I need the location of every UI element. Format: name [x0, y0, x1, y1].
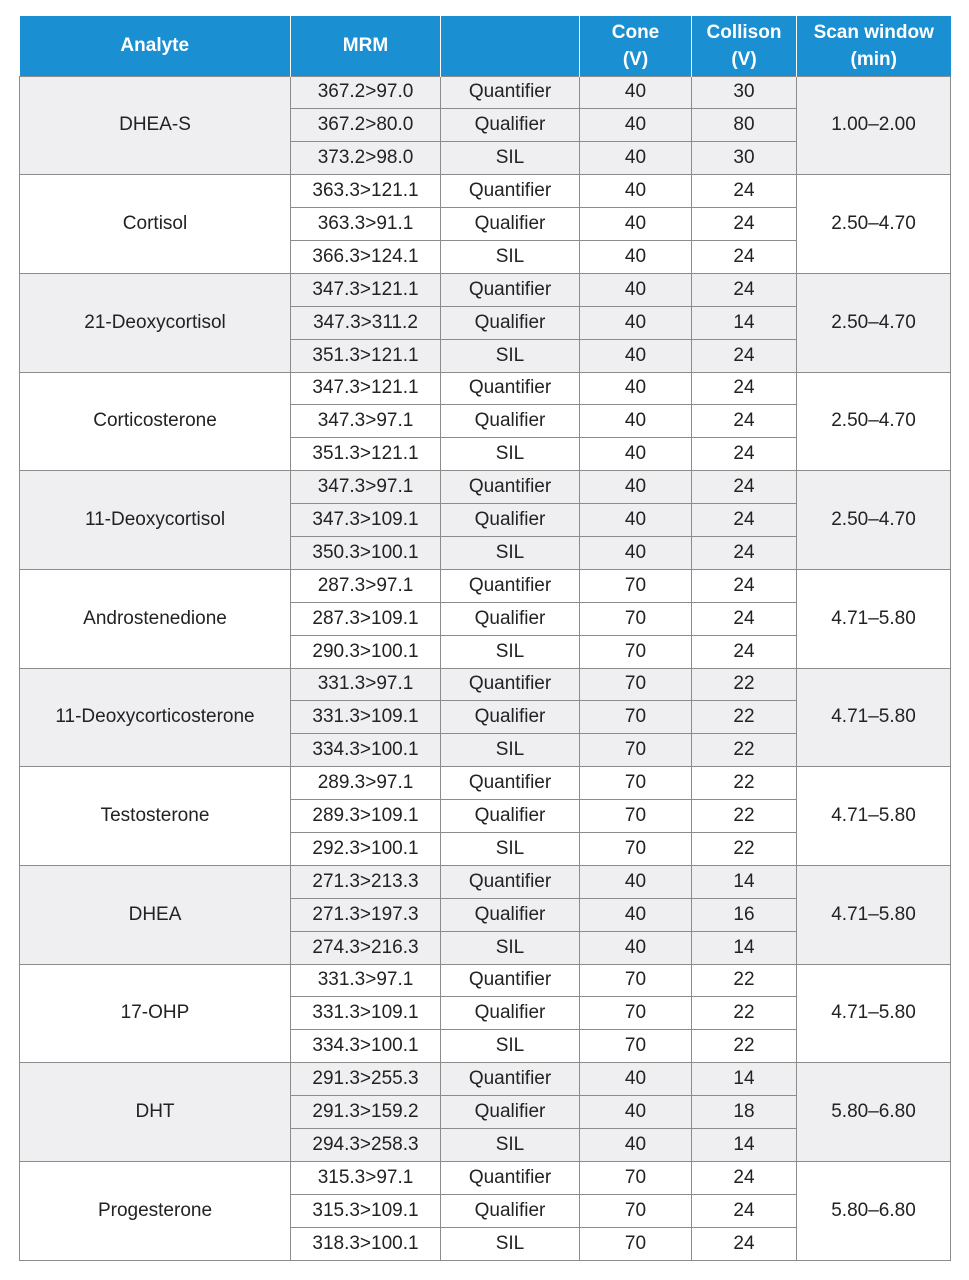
table-row — [20, 471, 951, 504]
table-row — [20, 175, 951, 208]
header-label-line: Collison — [706, 21, 782, 43]
header-analyte — [20, 16, 291, 76]
mrm-transition: 290.3>100.1 — [291, 635, 441, 668]
analyte-name: 11-Deoxycortisol — [20, 471, 291, 570]
analyte-name: Androstenedione — [20, 569, 291, 668]
analyte-group — [20, 1063, 951, 1162]
header-mrm — [291, 16, 441, 76]
cone-voltage: 70 — [580, 767, 692, 800]
ion-role: SIL — [441, 734, 580, 767]
analyte-name: DHT — [20, 1063, 291, 1162]
scan-window: 5.80–6.80 — [797, 1063, 951, 1162]
cone-voltage: 70 — [580, 1227, 692, 1260]
mrm-transition: 363.3>121.1 — [291, 175, 441, 208]
mrm-transition: 350.3>100.1 — [291, 536, 441, 569]
table-row — [20, 569, 951, 602]
mrm-transition: 347.3>109.1 — [291, 504, 441, 537]
analyte-group — [20, 964, 951, 1063]
ion-role: SIL — [441, 339, 580, 372]
collision-energy: 24 — [692, 602, 797, 635]
cone-voltage: 70 — [580, 734, 692, 767]
ion-role: SIL — [441, 438, 580, 471]
cone-voltage: 40 — [580, 142, 692, 175]
cone-voltage: 40 — [580, 1063, 692, 1096]
analyte-group — [20, 668, 951, 767]
ion-role: Qualifier — [441, 208, 580, 241]
cone-voltage: 40 — [580, 240, 692, 273]
analyte-group — [20, 273, 951, 372]
mrm-transition: 318.3>100.1 — [291, 1227, 441, 1260]
ion-role: SIL — [441, 1030, 580, 1063]
cone-voltage: 40 — [580, 109, 692, 142]
ion-role: Qualifier — [441, 800, 580, 833]
collision-energy: 22 — [692, 964, 797, 997]
ion-role: Quantifier — [441, 471, 580, 504]
cone-voltage: 40 — [580, 1129, 692, 1162]
ion-role: Quantifier — [441, 273, 580, 306]
cone-voltage: 70 — [580, 635, 692, 668]
analyte-name: Testosterone — [20, 767, 291, 866]
cone-voltage: 40 — [580, 306, 692, 339]
mrm-transition: 274.3>216.3 — [291, 931, 441, 964]
header-label-line: (min) — [850, 48, 897, 70]
scan-window: 2.50–4.70 — [797, 273, 951, 372]
scan-window: 4.71–5.80 — [797, 964, 951, 1063]
ion-role: SIL — [441, 142, 580, 175]
mrm-transition: 315.3>97.1 — [291, 1161, 441, 1194]
cone-voltage: 70 — [580, 1194, 692, 1227]
cone-voltage: 70 — [580, 602, 692, 635]
scan-window: 2.50–4.70 — [797, 471, 951, 570]
collision-energy: 22 — [692, 997, 797, 1030]
mrm-transition: 347.3>97.1 — [291, 471, 441, 504]
collision-energy: 14 — [692, 865, 797, 898]
collision-energy: 18 — [692, 1096, 797, 1129]
header-ion-role — [441, 16, 580, 76]
mrm-transition: 294.3>258.3 — [291, 1129, 441, 1162]
ion-role: SIL — [441, 1227, 580, 1260]
header-label-line: Scan window — [813, 21, 934, 43]
cone-voltage: 40 — [580, 76, 692, 109]
ion-role: SIL — [441, 1129, 580, 1162]
collision-energy: 24 — [692, 208, 797, 241]
ion-role: SIL — [441, 931, 580, 964]
mrm-transition: 287.3>97.1 — [291, 569, 441, 602]
analyte-name: DHEA-S — [20, 76, 291, 175]
header-label-line: MRM — [342, 35, 389, 57]
ion-role: SIL — [441, 536, 580, 569]
header-label-line: Analyte — [120, 35, 190, 57]
collision-energy: 14 — [692, 1129, 797, 1162]
ion-role: Qualifier — [441, 997, 580, 1030]
cone-voltage: 70 — [580, 668, 692, 701]
header-scan-window — [797, 16, 951, 76]
cone-voltage: 40 — [580, 1096, 692, 1129]
mrm-transition: 331.3>109.1 — [291, 997, 441, 1030]
mrm-transition: 291.3>159.2 — [291, 1096, 441, 1129]
cone-voltage: 40 — [580, 471, 692, 504]
collision-energy: 22 — [692, 668, 797, 701]
ion-role: Quantifier — [441, 964, 580, 997]
collision-energy: 80 — [692, 109, 797, 142]
collision-energy: 24 — [692, 504, 797, 537]
cone-voltage: 70 — [580, 800, 692, 833]
mrm-transition: 347.3>121.1 — [291, 273, 441, 306]
collision-energy: 24 — [692, 438, 797, 471]
mrm-transition: 287.3>109.1 — [291, 602, 441, 635]
mrm-transition: 271.3>213.3 — [291, 865, 441, 898]
ion-role: Qualifier — [441, 1096, 580, 1129]
analyte-group — [20, 372, 951, 471]
ion-role: Quantifier — [441, 175, 580, 208]
mrm-transition: 331.3>109.1 — [291, 701, 441, 734]
mrm-transition: 331.3>97.1 — [291, 964, 441, 997]
collision-energy: 24 — [692, 405, 797, 438]
ion-role: Qualifier — [441, 306, 580, 339]
scan-window: 2.50–4.70 — [797, 175, 951, 274]
cone-voltage: 40 — [580, 339, 692, 372]
collision-energy: 22 — [692, 734, 797, 767]
ion-role: Quantifier — [441, 767, 580, 800]
cone-voltage: 40 — [580, 898, 692, 931]
table-row — [20, 668, 951, 701]
collision-energy: 24 — [692, 569, 797, 602]
scan-window: 4.71–5.80 — [797, 767, 951, 866]
ion-role: Qualifier — [441, 504, 580, 537]
analyte-group — [20, 1161, 951, 1260]
header-collision-energy — [692, 16, 797, 76]
analyte-group — [20, 569, 951, 668]
collision-energy: 30 — [692, 76, 797, 109]
collision-energy: 22 — [692, 1030, 797, 1063]
table-row — [20, 1063, 951, 1096]
analyte-name: 11-Deoxycorticosterone — [20, 668, 291, 767]
ion-role: Qualifier — [441, 1194, 580, 1227]
mrm-transition: 366.3>124.1 — [291, 240, 441, 273]
ion-role: SIL — [441, 635, 580, 668]
collision-energy: 24 — [692, 1194, 797, 1227]
header-label-line: (V) — [622, 48, 649, 70]
ion-role: Quantifier — [441, 76, 580, 109]
table-row — [20, 76, 951, 109]
ion-role: Quantifier — [441, 1161, 580, 1194]
cone-voltage: 40 — [580, 865, 692, 898]
ion-role: Quantifier — [441, 865, 580, 898]
ion-role: Qualifier — [441, 898, 580, 931]
collision-energy: 24 — [692, 1227, 797, 1260]
collision-energy: 24 — [692, 471, 797, 504]
mrm-transition: 334.3>100.1 — [291, 734, 441, 767]
collision-energy: 24 — [692, 175, 797, 208]
analyte-group — [20, 76, 951, 175]
scan-window: 4.71–5.80 — [797, 865, 951, 964]
cone-voltage: 40 — [580, 438, 692, 471]
cone-voltage: 70 — [580, 1030, 692, 1063]
collision-energy: 24 — [692, 372, 797, 405]
cone-voltage: 70 — [580, 701, 692, 734]
table-row — [20, 372, 951, 405]
cone-voltage: 40 — [580, 273, 692, 306]
header-label-line: (V) — [731, 48, 757, 70]
mrm-transition: 347.3>121.1 — [291, 372, 441, 405]
cone-voltage: 70 — [580, 569, 692, 602]
table-row — [20, 1161, 951, 1194]
mrm-transition: 363.3>91.1 — [291, 208, 441, 241]
mrm-transition: 351.3>121.1 — [291, 438, 441, 471]
ion-role: Qualifier — [441, 405, 580, 438]
ion-role: Qualifier — [441, 109, 580, 142]
mrm-transition: 315.3>109.1 — [291, 1194, 441, 1227]
collision-energy: 14 — [692, 931, 797, 964]
header-cone-voltage — [580, 16, 692, 76]
analyte-group — [20, 767, 951, 866]
table-row — [20, 273, 951, 306]
analyte-group — [20, 175, 951, 274]
cone-voltage: 40 — [580, 208, 692, 241]
mrm-transition: 271.3>197.3 — [291, 898, 441, 931]
cone-voltage: 70 — [580, 832, 692, 865]
analyte-name: 17-OHP — [20, 964, 291, 1063]
cone-voltage: 40 — [580, 405, 692, 438]
mrm-transition: 367.2>97.0 — [291, 76, 441, 109]
cone-voltage: 70 — [580, 1161, 692, 1194]
collision-energy: 14 — [692, 1063, 797, 1096]
scan-window: 1.00–2.00 — [797, 76, 951, 175]
collision-energy: 24 — [692, 1161, 797, 1194]
collision-energy: 24 — [692, 273, 797, 306]
analyte-name: Corticosterone — [20, 372, 291, 471]
ion-role: Quantifier — [441, 1063, 580, 1096]
cone-voltage: 70 — [580, 964, 692, 997]
cone-voltage: 40 — [580, 504, 692, 537]
mrm-transition: 373.2>98.0 — [291, 142, 441, 175]
collision-energy: 22 — [692, 832, 797, 865]
table-row — [20, 964, 951, 997]
mrm-transition: 347.3>97.1 — [291, 405, 441, 438]
table-row — [20, 865, 951, 898]
collision-energy: 24 — [692, 635, 797, 668]
scan-window: 4.71–5.80 — [797, 668, 951, 767]
analyte-name: 21-Deoxycortisol — [20, 273, 291, 372]
collision-energy: 22 — [692, 800, 797, 833]
cone-voltage: 40 — [580, 372, 692, 405]
mrm-transition: 289.3>97.1 — [291, 767, 441, 800]
header-row — [20, 16, 951, 76]
mrm-transition: 291.3>255.3 — [291, 1063, 441, 1096]
mrm-transition: 334.3>100.1 — [291, 1030, 441, 1063]
mrm-table — [19, 16, 951, 1261]
collision-energy: 16 — [692, 898, 797, 931]
ion-role: SIL — [441, 240, 580, 273]
collision-energy: 22 — [692, 701, 797, 734]
analyte-name: DHEA — [20, 865, 291, 964]
mrm-transition: 367.2>80.0 — [291, 109, 441, 142]
analyte-group — [20, 865, 951, 964]
cone-voltage: 70 — [580, 997, 692, 1030]
mrm-transition: 347.3>311.2 — [291, 306, 441, 339]
ion-role: Quantifier — [441, 372, 580, 405]
collision-energy: 24 — [692, 536, 797, 569]
mrm-transition: 292.3>100.1 — [291, 832, 441, 865]
collision-energy: 24 — [692, 339, 797, 372]
ion-role: SIL — [441, 832, 580, 865]
ion-role: Qualifier — [441, 701, 580, 734]
mrm-transition: 289.3>109.1 — [291, 800, 441, 833]
cone-voltage: 40 — [580, 536, 692, 569]
scan-window: 5.80–6.80 — [797, 1161, 951, 1260]
header-label-line: Cone — [611, 21, 660, 43]
mrm-transition: 351.3>121.1 — [291, 339, 441, 372]
cone-voltage: 40 — [580, 175, 692, 208]
ion-role: Quantifier — [441, 668, 580, 701]
table-header — [20, 16, 951, 76]
analyte-group — [20, 471, 951, 570]
collision-energy: 22 — [692, 767, 797, 800]
table-row — [20, 767, 951, 800]
scan-window: 2.50–4.70 — [797, 372, 951, 471]
ion-role: Qualifier — [441, 602, 580, 635]
analyte-name: Progesterone — [20, 1161, 291, 1260]
ion-role: Quantifier — [441, 569, 580, 602]
mrm-transition: 331.3>97.1 — [291, 668, 441, 701]
collision-energy: 30 — [692, 142, 797, 175]
scan-window: 4.71–5.80 — [797, 569, 951, 668]
collision-energy: 24 — [692, 240, 797, 273]
collision-energy: 14 — [692, 306, 797, 339]
cone-voltage: 40 — [580, 931, 692, 964]
analyte-name: Cortisol — [20, 175, 291, 274]
